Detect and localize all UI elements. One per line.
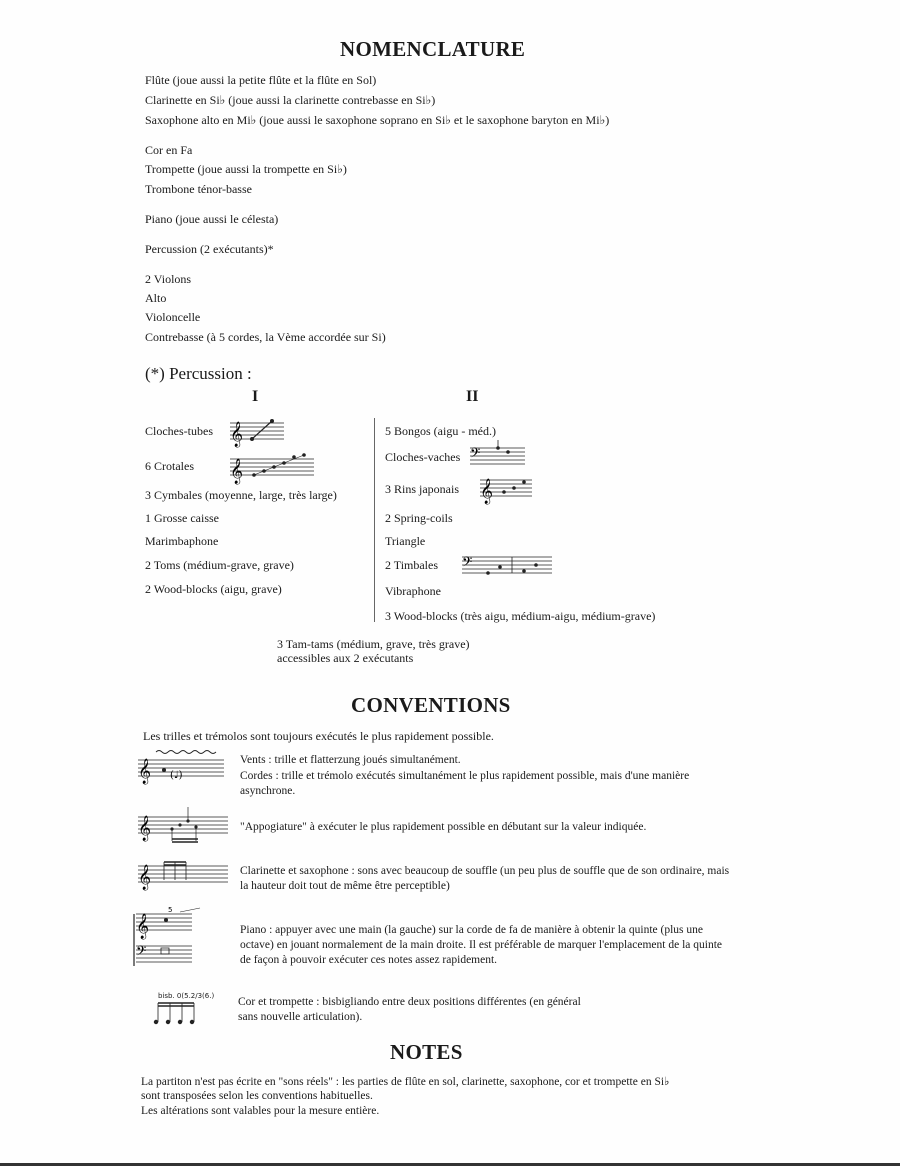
trill-example-icon (138, 748, 228, 784)
perc2-item: 5 Bongos (aigu - méd.) (385, 424, 496, 438)
breath-sound-example-icon (138, 856, 230, 892)
svg-text:𝄞: 𝄞 (230, 422, 244, 447)
convention-bisbigliando: Cor et trompette : bisbigliando entre deux positions différentes (en général sans nouvelle articulation). (238, 996, 581, 1023)
cloches-tubes-staff-icon (230, 417, 284, 445)
convention-vents: Vents : trille et flatterzung joués simultanément. (240, 754, 461, 766)
instrument-flute: Flûte (joue aussi la petite flûte et la flûte en Sol) (145, 73, 377, 87)
bisbigliando-label: bisb. 0(5.2/3(6.) (158, 992, 215, 1000)
svg-text:(♩): (♩) (170, 770, 183, 781)
instrument-clarinet: Clarinette en Si♭ (joue aussi la clarinette contrebasse en Si♭) (145, 93, 436, 107)
perc1-item: Cloches-tubes (145, 424, 213, 438)
tam-tams-shared: accessibles aux 2 exécutants (277, 651, 414, 665)
svg-text:𝄞: 𝄞 (138, 759, 152, 784)
notes-line-2: sont transposées selon les conventions habituelles. (141, 1090, 373, 1102)
percussion-col1-label: I (252, 388, 259, 405)
conventions-intro: Les trilles et trémolos sont toujours exécutés le plus rapidement possible. (143, 729, 494, 743)
convention-appoggiatura: "Appogiature" à exécuter le plus rapidement possible en débutant sur la valeur indiquée. (240, 821, 647, 833)
instrument-trumpet: Trompette (joue aussi la trompette en Si♭) (145, 162, 347, 176)
perc1-item: 3 Cymbales (moyenne, large, très large) (145, 488, 337, 502)
perc1-item: 2 Wood-blocks (aigu, grave) (145, 582, 282, 596)
piano-fifth-example-icon (130, 906, 222, 972)
convention-piano: Piano : appuyer avec une main (la gauche) sur la corde de fa de manière à obtenir la quinte (plus une octave) en jouant normalement de la main droite. Il est préférable de marquer l'emplacement de la quinte de façon à pouvoir exécuter ces notes assez rapidement. (240, 924, 722, 966)
conventions-title: CONVENTIONS (351, 693, 511, 717)
instrument-piano: Piano (joue aussi le célesta) (145, 212, 279, 226)
instrument-viola: Alto (145, 291, 167, 305)
percussion-divider (374, 418, 375, 622)
perc2-item: 3 Wood-blocks (très aigu, médium-aigu, médium-grave) (385, 609, 656, 623)
percussion-col2-label: II (466, 388, 479, 405)
convention-cordes: Cordes : trille et trémolo exécutés simultanément le plus rapidement possible, mais d'une manière asynchrone. (240, 770, 690, 797)
svg-text:𝄢: 𝄢 (136, 943, 147, 962)
notes-line-3: Les altérations sont valables pour la mesure entière. (141, 1105, 380, 1117)
notes-line-1: La partiton n'est pas écrite en "sons réels" : les parties de flûte en sol, clarinette, saxophone, cor et trompette en Si♭ (141, 1076, 670, 1088)
perc1-item: 1 Grosse caisse (145, 511, 219, 525)
perc1-item: Marimbaphone (145, 534, 219, 548)
svg-text:𝄞: 𝄞 (138, 816, 152, 841)
notes-title: NOTES (390, 1040, 463, 1064)
instrument-trombone: Trombone ténor-basse (145, 182, 252, 196)
perc1-item: 2 Toms (médium-grave, grave) (145, 558, 294, 572)
perc2-item: 3 Rins japonais (385, 482, 459, 496)
svg-text:𝄞: 𝄞 (138, 865, 152, 890)
cloches-vaches-staff-icon (470, 443, 525, 469)
svg-text:𝄞: 𝄞 (136, 914, 150, 939)
svg-text:𝄢: 𝄢 (470, 445, 481, 464)
instrument-cello: Violoncelle (145, 310, 201, 324)
instrument-double-bass: Contrebasse (à 5 cordes, la Vème accordée sur Si) (145, 330, 386, 344)
perc2-item: Triangle (385, 534, 426, 548)
rins-japonais-staff-icon (480, 474, 532, 502)
tam-tams-line: 3 Tam-tams (médium, grave, très grave) (277, 637, 470, 651)
svg-text:𝄞: 𝄞 (480, 479, 494, 504)
perc2-item: Cloches-vaches (385, 450, 461, 464)
instrument-saxophone: Saxophone alto en Mi♭ (joue aussi le saxophone soprano en Si♭ et le saxophone baryton en Mi♭) (145, 113, 610, 127)
bisbigliando-example-icon (154, 1000, 198, 1028)
instrument-violins: 2 Violons (145, 272, 192, 286)
timbales-staff-icon (462, 552, 552, 578)
appoggiatura-example-icon (138, 803, 230, 847)
convention-breath: Clarinette et saxophone : sons avec beaucoup de souffle (un peu plus de souffle que de son ordinaire, mais la hauteur doit tout de même être perceptible) (240, 865, 730, 892)
crotales-staff-icon (230, 451, 314, 483)
nomenclature-title: NOMENCLATURE (340, 37, 526, 61)
svg-text:𝄞: 𝄞 (230, 459, 244, 484)
instrument-percussion: Percussion (2 exécutants)* (145, 242, 274, 256)
perc2-item: Vibraphone (385, 584, 441, 598)
perc2-item: 2 Timbales (385, 558, 439, 572)
percussion-heading: (*) Percussion : (145, 364, 252, 383)
perc2-item: 2 Spring-coils (385, 511, 453, 525)
svg-text:𝄢: 𝄢 (462, 554, 473, 573)
svg-text:5: 5 (168, 906, 173, 914)
perc1-item: 6 Crotales (145, 459, 194, 473)
instrument-horn: Cor en Fa (145, 143, 193, 157)
